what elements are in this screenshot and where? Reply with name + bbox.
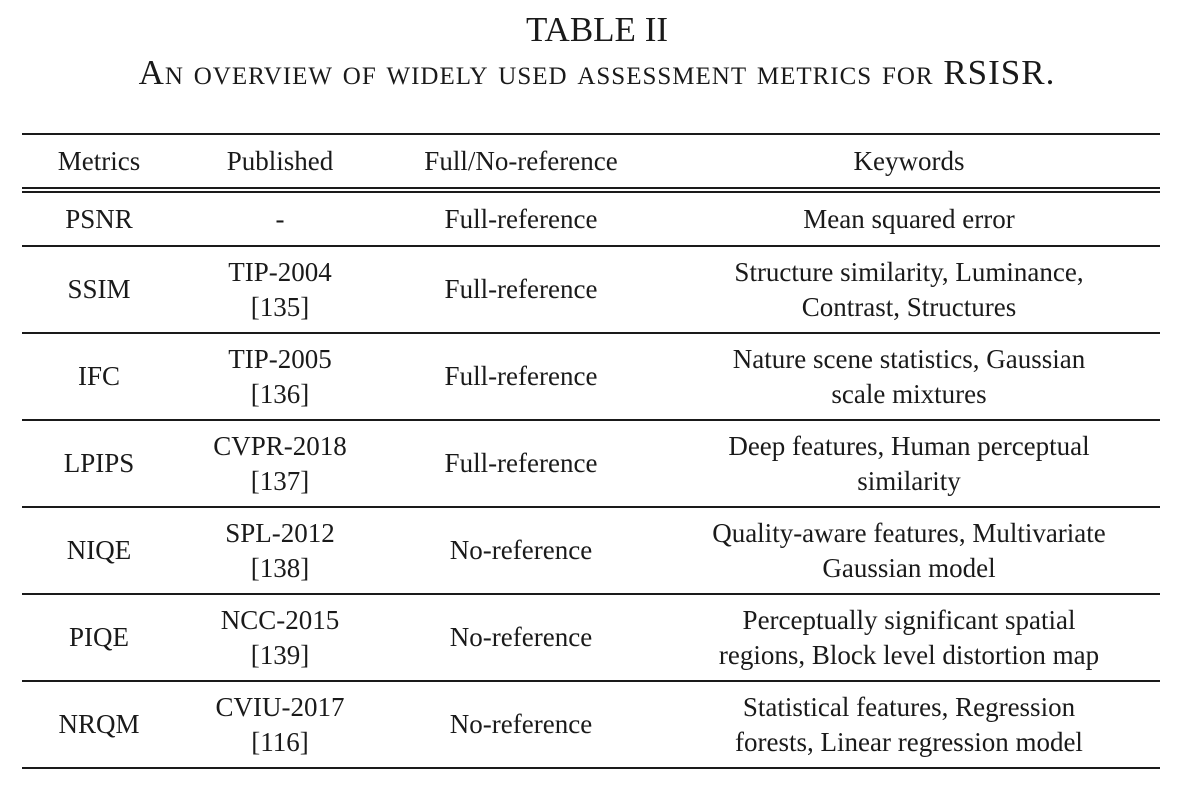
reference-cell: Full-reference — [384, 190, 658, 246]
metric-cell: NRQM — [22, 681, 176, 768]
published-cell: CVIU-2017 [116] — [176, 681, 384, 768]
header-keywords: Keywords — [658, 134, 1160, 190]
table-row — [22, 333, 1160, 420]
header-metrics: Metrics — [22, 134, 176, 190]
table-row — [22, 594, 1160, 681]
metric-cell: NIQE — [22, 507, 176, 594]
table-row — [22, 420, 1160, 507]
metric-cell: PIQE — [22, 594, 176, 681]
metrics-table — [22, 133, 1160, 769]
header-row — [22, 134, 1160, 190]
reference-cell: Full-reference — [384, 333, 658, 420]
reference-cell: Full-reference — [384, 420, 658, 507]
keywords-cell: Perceptually significant spatial regions, Block level distortion map — [658, 594, 1160, 681]
keywords-cell: Mean squared error — [658, 190, 1160, 246]
keywords-cell: Nature scene statistics, Gaussian scale mixtures — [658, 333, 1160, 420]
published-cell: TIP-2004 [135] — [176, 246, 384, 333]
table-row — [22, 190, 1160, 246]
metric-cell: SSIM — [22, 246, 176, 333]
keywords-cell: Quality-aware features, Multivariate Gaussian model — [658, 507, 1160, 594]
reference-cell: No-reference — [384, 594, 658, 681]
reference-cell: No-reference — [384, 507, 658, 594]
published-cell: - — [176, 190, 384, 246]
header-published: Published — [176, 134, 384, 190]
table-label: TABLE II — [525, 10, 669, 49]
table-row — [22, 681, 1160, 768]
table-title: An overview of widely used assessment metrics for RSISR. — [138, 53, 1056, 92]
keywords-cell: Deep features, Human perceptual similarity — [658, 420, 1160, 507]
table-row — [22, 507, 1160, 594]
published-cell: NCC-2015 [139] — [176, 594, 384, 681]
keywords-cell: Statistical features, Regression forests, Linear regression model — [658, 681, 1160, 768]
metric-cell: LPIPS — [22, 420, 176, 507]
published-cell: CVPR-2018 [137] — [176, 420, 384, 507]
published-cell: SPL-2012 [138] — [176, 507, 384, 594]
reference-cell: No-reference — [384, 681, 658, 768]
table-row — [22, 246, 1160, 333]
header-reference-type: Full/No-reference — [384, 134, 658, 190]
published-cell: TIP-2005 [136] — [176, 333, 384, 420]
metric-cell: IFC — [22, 333, 176, 420]
metric-cell: PSNR — [22, 190, 176, 246]
keywords-cell: Structure similarity, Luminance, Contrast, Structures — [658, 246, 1160, 333]
reference-cell: Full-reference — [384, 246, 658, 333]
